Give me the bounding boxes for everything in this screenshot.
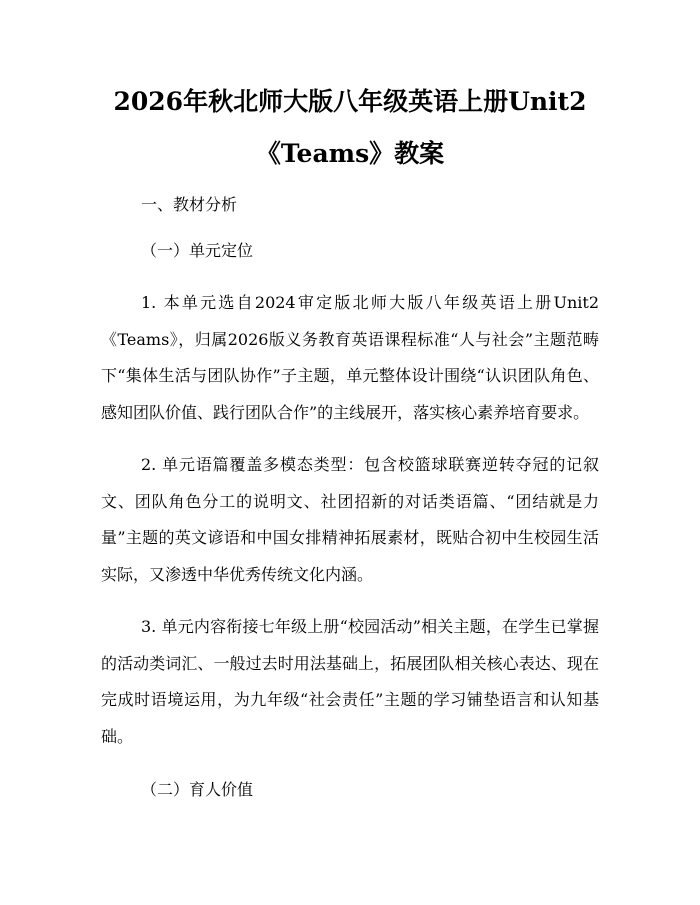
paragraph-1: 1. 本单元选自2024审定版北师大版八年级英语上册Unit2《Teams》，归属2026版义务教育英语课程标准“人与社会”主题范畴下“集体生活与团队协作”子主题，单元整体设计围绕“认识团队角色、感知团队价值、践行团队合作”的主线展开，落实核心素养培育要求。 [101, 293, 599, 422]
subsection-heading-unit-positioning: （一）单元定位 [141, 241, 254, 260]
document-body [101, 186, 599, 808]
paragraph-3: 3. 单元内容衔接七年级上册“校园活动”相关主题，在学生已掌握的活动类词汇、一般过去时用法基础上，拓展团队相关核心表达、现在完成时语境运用，为九年级“社会责任”主题的学习铺垫语言和认知基础。 [101, 617, 599, 746]
subsection-heading-educational-value: （二）育人价值 [141, 780, 254, 799]
document-title-line-1: 2026年秋北师大版八年级英语上册Unit2 [113, 87, 587, 116]
paragraph-2: 2. 单元语篇覆盖多模态类型：包含校篮球联赛逆转夺冠的记叙文、团队角色分工的说明文、社团招新的对话类语篇、“团结就是力量”主题的英文谚语和中国女排精神拓展素材，既贴合初中生校园生活实际，又渗透中华优秀传统文化内涵。 [101, 455, 599, 584]
document-title-line-2: 《Teams》教案 [255, 139, 445, 168]
section-heading-teaching-material-analysis: 一、教材分析 [141, 195, 238, 214]
